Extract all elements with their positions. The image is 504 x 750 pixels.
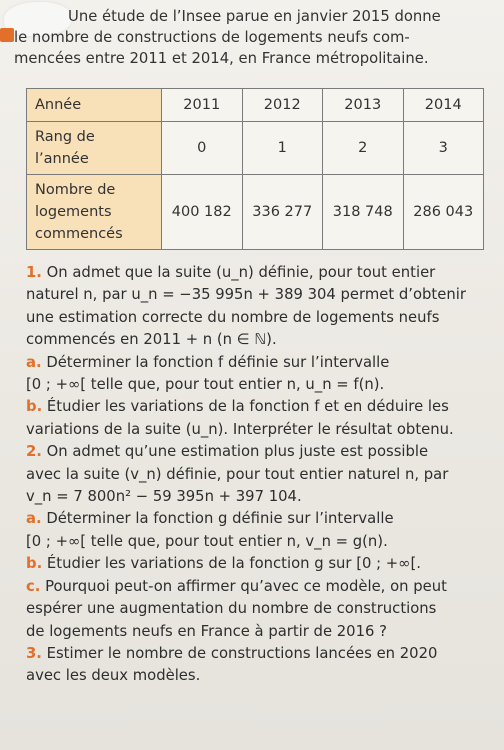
question-text: Pourquoi peut-on affirmer qu’avec ce modèle, on peut [40, 577, 447, 595]
logements-label-line-2: logements [35, 204, 112, 220]
cell-year-2014: 2014 [403, 89, 484, 122]
table-row-header [27, 89, 484, 122]
exercise-line [26, 262, 496, 284]
exercise-line [26, 486, 496, 508]
question-text: Étudier les variations de la fonction g sur [0 ; +∞[. [42, 555, 421, 573]
question-text: Estimer le nombre de constructions lancées en 2020 [41, 644, 438, 662]
rank-label-line-2: l’année [35, 151, 89, 167]
cell-logements-2011: 400 182 [162, 175, 243, 250]
question-number: a. [26, 353, 42, 371]
exercise-line [26, 396, 496, 418]
intro-line-1: Une étude de l’Insee parue en janvier 2015 donne [68, 8, 441, 25]
cell-rank-0: 0 [162, 122, 243, 175]
question-text: avec les deux modèles. [26, 667, 201, 685]
cell-logements-2014: 286 043 [403, 175, 484, 250]
exercise-line [26, 419, 496, 441]
question-number: 3. [26, 644, 42, 662]
question-text: [0 ; +∞[ telle que, pour tout entier n, u_n = f(n). [26, 376, 385, 394]
table-row-rank [27, 122, 484, 175]
cell-rank-3: 3 [403, 122, 484, 175]
exercise-line [26, 508, 496, 530]
rank-label-line-1: Rang de [35, 129, 95, 145]
exercise-line [26, 576, 496, 598]
logements-label-line-3: commencés [35, 226, 123, 242]
cell-logements-2012: 336 277 [242, 175, 323, 250]
question-text: naturel n, par u_n = −35 995n + 389 304 permet d’obtenir [26, 286, 466, 304]
question-text: v_n = 7 800n² − 59 395n + 397 104. [26, 488, 302, 506]
data-table [26, 88, 484, 250]
cell-year-2013: 2013 [323, 89, 404, 122]
question-text: On admet qu’une estimation plus juste est possible [41, 443, 429, 461]
cell-annee-label: Année [27, 89, 162, 122]
exercise-line [26, 621, 496, 643]
question-number: 2. [26, 443, 42, 461]
question-text: Déterminer la fonction f définie sur l’intervalle [41, 353, 390, 371]
cell-rank-label [27, 122, 162, 175]
exercise-text [26, 262, 496, 688]
question-text: [0 ; +∞[ telle que, pour tout entier n, v_n = g(n). [26, 532, 388, 550]
question-number: b. [26, 398, 43, 416]
exercise-line [26, 553, 496, 575]
logements-label-line-1: Nombre de [35, 182, 116, 198]
question-text: Déterminer la fonction g définie sur l’intervalle [41, 510, 394, 528]
exercise-line [26, 598, 496, 620]
question-number: a. [26, 510, 42, 528]
cell-rank-2: 2 [323, 122, 404, 175]
exercise-line [26, 352, 496, 374]
cell-rank-1: 1 [242, 122, 323, 175]
question-number: c. [26, 577, 41, 595]
cell-logements-label [27, 175, 162, 250]
question-number: 1. [26, 264, 42, 281]
exercise-line [26, 374, 496, 396]
question-text: de logements neufs en France à partir de 2016 ? [26, 622, 387, 640]
exercise-line [26, 284, 496, 306]
question-text: On admet que la suite (u_n) définie, pour tout entier [41, 264, 436, 281]
table-row-logements [27, 175, 484, 250]
exercise-line [26, 329, 496, 351]
exercise-line [26, 531, 496, 553]
question-text: Étudier les variations de la fonction f et en déduire les [42, 398, 449, 416]
cell-year-2011: 2011 [162, 89, 243, 122]
orange-marker [0, 28, 14, 42]
cell-year-2012: 2012 [242, 89, 323, 122]
exercise-line [26, 307, 496, 329]
question-text: avec la suite (v_n) définie, pour tout entier naturel n, par [26, 465, 449, 483]
question-text: une estimation correcte du nombre de logements neufs [26, 308, 440, 326]
intro-line-3: mencées entre 2011 et 2014, en France métropolitaine. [14, 50, 429, 67]
exercise-line [26, 441, 496, 463]
intro-line-2: le nombre de constructions de logements neufs com- [14, 29, 410, 46]
intro-paragraph [14, 6, 492, 69]
exercise-line [26, 665, 496, 687]
question-number: b. [26, 555, 43, 573]
question-text: commencés en 2011 + n (n ∈ ℕ). [26, 331, 277, 349]
exercise-line [26, 464, 496, 486]
cell-logements-2013: 318 748 [323, 175, 404, 250]
exercise-line [26, 643, 496, 665]
question-text: espérer une augmentation du nombre de constructions [26, 600, 437, 618]
question-text: variations de la suite (u_n). Interpréter le résultat obtenu. [26, 420, 454, 438]
